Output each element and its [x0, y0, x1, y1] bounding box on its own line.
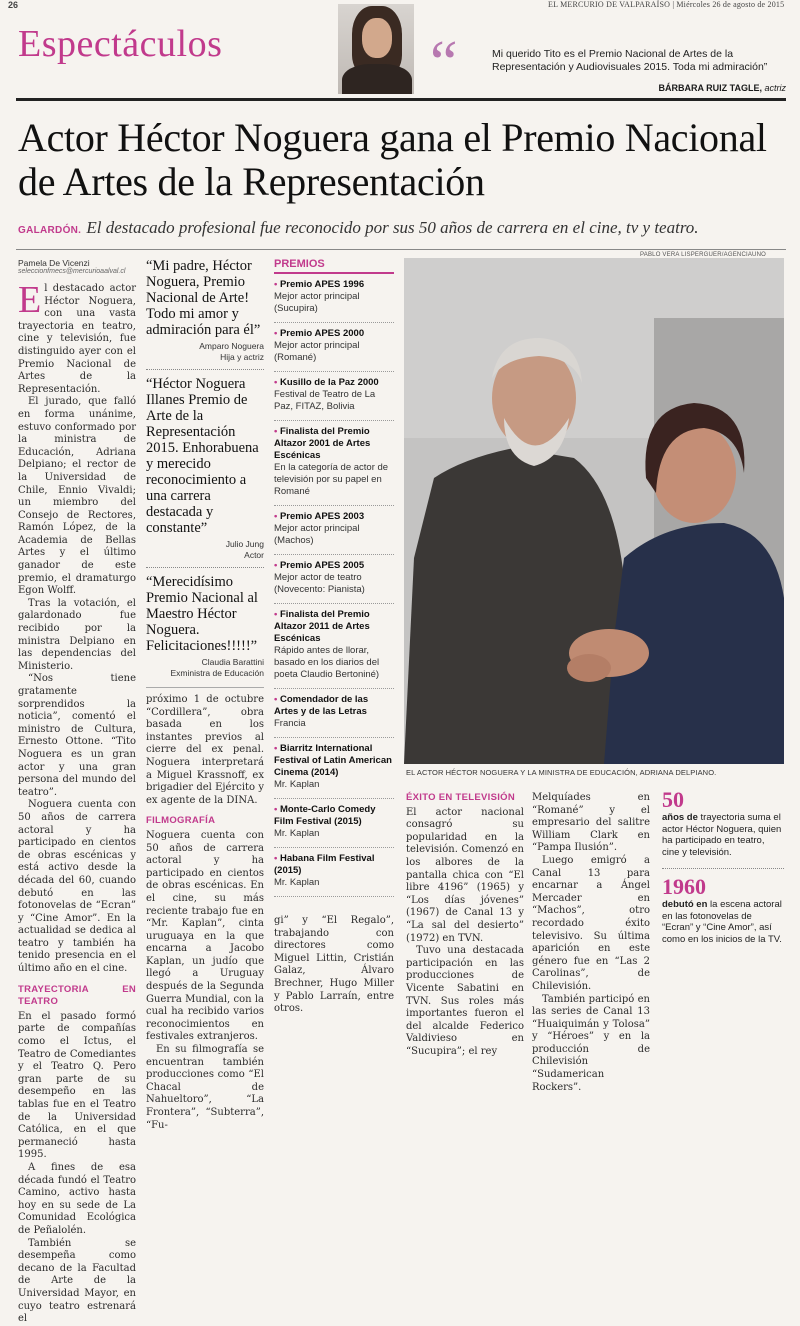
premio-item — [274, 506, 394, 555]
paragraph: Noguera cuenta con 50 años de carrera actoral y ha participado en cientos de obras escénicas y está activo desde la década del 60, cuando debutó en las fotonovelas de “Ecran” y “Cine Amor”. En la actualidad se dedica al teatro y también ha tenido presencia en el último año en el cine. — [18, 799, 136, 975]
premio-title: • Premio APES 2003 — [274, 511, 394, 523]
premio-item — [274, 372, 394, 421]
byline-email: seleccionfmecs@mercurioaalval.cl — [18, 268, 126, 275]
paragraph: El jurado, que falló en forma unánime, estuvo conformado por la ministra de Educación, Adriana Delpiano; el rector de la Universidad de Chile, Ennio Vivaldi; un miembro del Consejo de Rectores, Ramón López, de la Academia de Bellas Artes y el último ganador de este premio, el dramaturgo Egon Wolff. — [18, 396, 136, 597]
quote-author: BÁRBARA RUIZ TAGLE, — [658, 83, 762, 93]
premio-item — [274, 555, 394, 604]
pull-quote: “Merecidísimo Premio Nacional al Maestro Héctor Noguera. Felicitaciones!!!!!” — [146, 574, 258, 654]
quote-divider — [146, 567, 264, 568]
page-number: 26 — [8, 0, 19, 10]
quote-role: actriz — [764, 83, 786, 93]
premio-detail: Festival de Teatro de La Paz, FITAZ, Bolivia — [274, 389, 376, 412]
fact-text — [662, 812, 784, 858]
paragraph: También se desempeña como decano de la Facultad de Arte de la Universidad Mayor, en cuyo teatro estrenará el — [18, 1237, 136, 1325]
pull-quote: “Mi padre, Héctor Noguera, Premio Nacional de Arte! Todo mi amor y admiración para él” — [146, 258, 261, 338]
header-quote: Mi querido Tito es el Premio Nacional de Artes de la Representación y Audiovisuales 2015. Toda mi admiración” — [492, 48, 768, 73]
paragraph: “Nos tiene gratamente sorprendidos la noticia”, comentó el ministro de Cultura, Ernesto Ottone. “Tito Noguera es un gran actor y una gran persona del mundo del teatro”. — [18, 673, 136, 798]
premio-detail: Mr. Kaplan — [274, 828, 320, 839]
premio-detail: Mejor actor de teatro (Novecento: Pianista) — [274, 572, 365, 595]
premio-title: • Premio APES 1996 — [274, 279, 394, 291]
quote-role: Exministra de Educación — [170, 668, 264, 678]
premio-title: • Biarritz International Festival of Latin American Cinema (2014) — [274, 743, 394, 779]
subhead: TRAYECTORIA EN TEATRO — [18, 983, 136, 1008]
fact-number: 50 — [662, 787, 684, 812]
col3-bottom-text — [274, 915, 394, 1016]
premio-title: • Premio APES 2005 — [274, 560, 394, 572]
premio-title: • Habana Film Festival (2015) — [274, 853, 394, 877]
paragraph: Tras la votación, el galardonado fue recibido por la ministra Delpiano en las dependencias del Ministerio. — [18, 597, 136, 672]
premio-title: • Premio APES 2000 — [274, 328, 394, 340]
fact-body: trayectoria suma el actor Héctor Noguera, quien ha participado en teatro, cine y televisión. — [662, 812, 782, 858]
column-1 — [18, 258, 136, 1326]
fact-strong: debutó en — [662, 899, 708, 910]
photo-credit: PABLO VERA LISPERGUER/AGENCIAUNO — [640, 252, 766, 258]
header-quote-attribution — [600, 83, 786, 93]
premio-item — [274, 323, 394, 372]
premio-item — [274, 689, 394, 738]
quote-mark-icon: “ — [430, 29, 458, 97]
photo-caption: EL ACTOR HÉCTOR NOGUERA Y LA MINISTRA DE EDUCACIÓN, ADRIANA DELPIANO. — [406, 768, 717, 777]
byline: Pamela De Vicenzi — [18, 258, 90, 268]
pull-quote: “Héctor Noguera Illanes Premio de Arte de la Representación 2015. Enhorabuena y merecido reconocimiento a una carrera destacada y constante” — [146, 376, 259, 536]
pull-quote-attribution — [146, 539, 264, 561]
pull-quote-attribution — [146, 341, 264, 363]
paragraph: En su filmografía se encuentran también producciones como “El Chacal de Nahueltoro”, “La Frontera”, “Subterra”, “Fu- — [146, 1044, 264, 1131]
quote-role: Hija y actriz — [220, 352, 264, 362]
premio-item — [274, 848, 394, 897]
photo-illustration — [404, 258, 784, 764]
premios-list — [274, 274, 394, 897]
premio-title: • Finalista del Premio Altazor 2001 de Artes Escénicas — [274, 426, 394, 462]
premio-item — [274, 799, 394, 848]
pull-quote-attribution — [146, 657, 264, 679]
main-photo — [404, 258, 784, 764]
premio-detail: Rápido antes de llorar, basado en los diarios del poeta Claudio Bertoniné) — [274, 645, 380, 680]
premio-detail: Mejor actor principal (Romané) — [274, 340, 360, 363]
paragraph: l destacado actor Héctor Noguera, con una vasta trayectoria en teatro, cine y televisión, fue distinguido ayer con el Premio Nacional de Artes de la Representación. — [18, 283, 136, 395]
premio-detail: Mr. Kaplan — [274, 779, 320, 790]
premio-detail: Mejor actor principal (Sucupira) — [274, 291, 360, 314]
quote-author: Amparo Noguera — [199, 341, 264, 351]
subhead: ÉXITO EN TELEVISIÓN — [406, 792, 515, 803]
paragraph: próximo 1 de octubre “Cordillera”, obra basada en los instantes previos al cierre del ex penal. Noguera interpretará a Miguel Krassnoff, ex brigadier del Ejército y ex agente de la DINA. — [146, 694, 264, 806]
quote-divider — [146, 687, 264, 688]
fact-text — [662, 899, 784, 945]
premio-item — [274, 738, 394, 799]
actress-portrait — [338, 4, 414, 94]
quote-author: Claudia Barattini — [201, 657, 264, 667]
premio-title: • Monte-Carlo Comedy Film Festival (2015) — [274, 804, 394, 828]
premio-detail: Mr. Kaplan — [274, 877, 320, 888]
deck-rule — [16, 249, 786, 250]
premio-item — [274, 274, 394, 323]
deck-line — [18, 218, 788, 238]
paragraph: Tuvo una destacada participación en las producciones de Vicente Sabatini en TVN. Sus roles más importantes fueron el del alcalde Federico Valdivieso en “Sucupira”; el rey — [406, 945, 524, 1057]
facts-box — [662, 788, 784, 945]
section-title: Espectáculos — [18, 23, 223, 65]
quote-author: Julio Jung — [225, 539, 264, 549]
premio-item — [274, 604, 394, 689]
paragraph: El actor nacional consagró su popularidad en la televisión. Comenzó en los albores de la pantalla chica con “El libre 4196” (1965) y “Los días jóvenes” (1967) de Canal 13 y “La sal del desierto” (1972) en TVN. — [406, 806, 524, 944]
premio-detail: Francia — [274, 718, 306, 729]
fact-number: 1960 — [662, 874, 706, 899]
paragraph: gi” y “El Regalo”, trabajando con directores como Miguel Littin, Cristián Galaz, Álvaro Brechner, Hugo Miller y Pablo Larraín, entre otros. — [274, 915, 394, 1015]
quote-role: Actor — [244, 550, 264, 560]
fact-strong: años de — [662, 812, 698, 823]
premios-title: PREMIOS — [274, 258, 394, 274]
premio-title: • Kusillo de la Paz 2000 — [274, 377, 394, 389]
header-rule — [16, 98, 786, 101]
premio-item — [274, 421, 394, 506]
premios-sidebar — [274, 258, 394, 1016]
kicker: GALARDÓN. — [18, 225, 82, 236]
quote-divider — [146, 369, 264, 370]
fact-divider — [662, 868, 784, 869]
paragraph: En el pasado formó parte de compañías como el Ictus, el Teatro de Comediantes y el Teatro Q. Pero gran parte de su desempeño en las tablas fue en el Teatro de la Universidad Católica, en el que permaneció hasta 1995. — [18, 1010, 136, 1161]
premio-title: • Comendador de las Artes y de las Letras — [274, 694, 394, 718]
premio-detail: Mejor actor principal (Machos) — [274, 523, 360, 546]
premio-title: • Finalista del Premio Altazor 2011 de Artes Escénicas — [274, 609, 394, 645]
column-4 — [406, 792, 524, 1058]
paragraph: Noguera cuenta con 50 años de carrera actoral y ha participado en cientos de obras escénicas. En el cine, su más reciente trabajo fue en “Mr. Kaplan”, cinta uruguaya en la que encarna a Jacobo Kaplan, un judío que llegó a Uruguay después de la Segunda Guerra Mundial, con la cual ha recibido varios reconocimientos en festivales extranjeros. — [146, 829, 264, 1043]
subhead: FILMOGRAFÍA — [146, 815, 216, 827]
paragraph: También participó en las series de Canal 13 “Huaiquimán y Tolosa” y “Héroes” y en la producción de Chilevisión “Sudamerican Rockers”. — [532, 993, 650, 1093]
paragraph: Melquíades en “Romané” y el empresario del salitre William Clark en “Pampa Ilusión”. — [532, 792, 650, 854]
headline: Actor Héctor Noguera gana el Premio Nacional de Artes de la Representación — [18, 115, 767, 204]
premio-detail: En la categoría de actor de televisión por su papel en Romané — [274, 462, 389, 497]
paragraph: A fines de esa década fundó el Teatro Camino, activo hasta hoy en su sede de La Comunidad Ecológica de Peñalolén. — [18, 1161, 136, 1236]
column-5 — [532, 792, 650, 1094]
paragraph: Luego emigró a Canal 13 para encarnar a Ángel Mercader en “Machos”, otro recordado éxito televisivo. Su última aparición en este género fue en “Las 2 Carolinas”, de Chilevisión. — [532, 854, 650, 992]
publication-line: EL MERCURIO DE VALPARAÍSO | Miércoles 26 de agosto de 2015 — [548, 0, 785, 9]
fact-body: la escena actoral en las fotonovelas de “Ecran” y “Cine Amor”, así como en los inicios de la TV. — [662, 899, 782, 945]
drop-cap: E — [18, 279, 42, 321]
deck: El destacado profesional fue reconocido por sus 50 años de carrera en el cine, tv y teatro. — [86, 218, 699, 237]
column-2 — [146, 258, 264, 1132]
